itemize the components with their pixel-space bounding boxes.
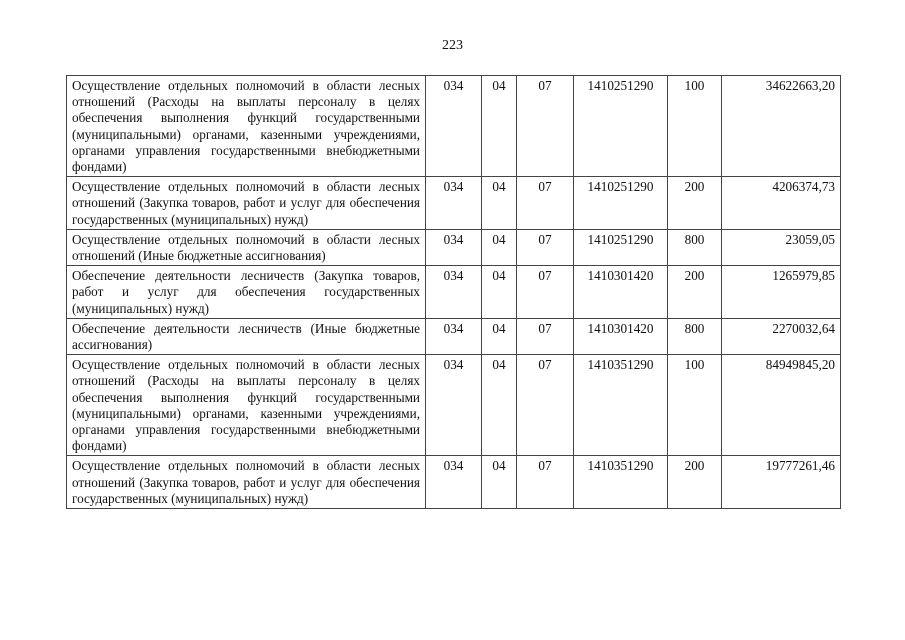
table-row [67,355,841,456]
row-gr-code: 034 [426,229,482,265]
row-vr-code: 800 [668,229,722,265]
row-pr-code: 07 [517,355,574,456]
row-cs-code: 1410301420 [574,266,668,319]
row-rz-code: 04 [482,318,517,354]
row-cs-code: 1410251290 [574,229,668,265]
table-row [67,76,841,177]
row-gr-code: 034 [426,76,482,177]
row-amount: 19777261,46 [722,456,841,509]
row-gr-code: 034 [426,456,482,509]
row-description: Осуществление отдельных полномочий в области лесных отношений (Расходы на выплаты персоналу в целях обеспечения выполнения функций государственными (муниципальными) органами, казенными учреждениями, органами управления государственными внебюджетными фондами) [67,355,426,456]
row-description: Обеспечение деятельности лесничеств (Иные бюджетные ассигнования) [67,318,426,354]
row-gr-code: 034 [426,318,482,354]
row-pr-code: 07 [517,76,574,177]
row-gr-code: 034 [426,177,482,230]
row-description: Осуществление отдельных полномочий в области лесных отношений (Закупка товаров, работ и услуг для обеспечения государственных (муниципальных) нужд) [67,456,426,509]
table-row [67,318,841,354]
row-pr-code: 07 [517,318,574,354]
page-number: 223 [442,38,463,53]
row-vr-code: 200 [668,266,722,319]
row-vr-code: 200 [668,177,722,230]
row-cs-code: 1410301420 [574,318,668,354]
row-amount: 23059,05 [722,229,841,265]
row-rz-code: 04 [482,355,517,456]
table-row [67,177,841,230]
row-description: Осуществление отдельных полномочий в области лесных отношений (Закупка товаров, работ и услуг для обеспечения государственных (муниципальных) нужд) [67,177,426,230]
row-description: Обеспечение деятельности лесничеств (Закупка товаров, работ и услуг для обеспечения государственных (муниципальных) нужд) [67,266,426,319]
row-pr-code: 07 [517,456,574,509]
row-rz-code: 04 [482,229,517,265]
row-rz-code: 04 [482,266,517,319]
row-pr-code: 07 [517,266,574,319]
row-pr-code: 07 [517,229,574,265]
row-gr-code: 034 [426,355,482,456]
row-cs-code: 1410351290 [574,355,668,456]
row-rz-code: 04 [482,456,517,509]
table-row [67,229,841,265]
row-vr-code: 100 [668,76,722,177]
row-gr-code: 034 [426,266,482,319]
row-description: Осуществление отдельных полномочий в области лесных отношений (Иные бюджетные ассигнования) [67,229,426,265]
row-pr-code: 07 [517,177,574,230]
row-cs-code: 1410351290 [574,456,668,509]
row-amount: 34622663,20 [722,76,841,177]
budget-table [66,75,841,509]
row-amount: 1265979,85 [722,266,841,319]
row-amount: 4206374,73 [722,177,841,230]
row-rz-code: 04 [482,177,517,230]
row-cs-code: 1410251290 [574,76,668,177]
row-amount: 2270032,64 [722,318,841,354]
row-vr-code: 200 [668,456,722,509]
table-row [67,266,841,319]
table-row [67,456,841,509]
row-cs-code: 1410251290 [574,177,668,230]
row-vr-code: 800 [668,318,722,354]
row-description: Осуществление отдельных полномочий в области лесных отношений (Расходы на выплаты персоналу в целях обеспечения выполнения функций государственными (муниципальными) органами, казенными учреждениями, органами управления государственными внебюджетными фондами) [67,76,426,177]
row-amount: 84949845,20 [722,355,841,456]
row-rz-code: 04 [482,76,517,177]
row-vr-code: 100 [668,355,722,456]
